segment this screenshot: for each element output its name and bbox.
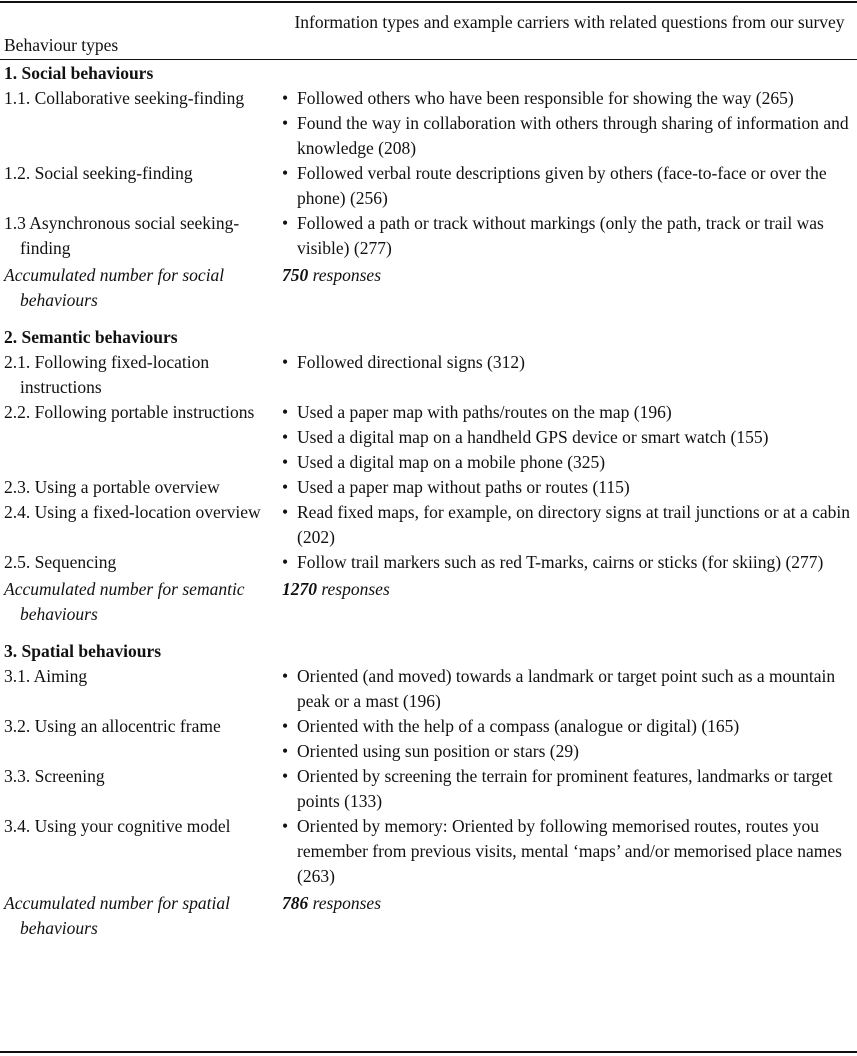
list-item: [282, 86, 857, 111]
bullet-icon: •: [282, 766, 289, 786]
list-item: [282, 550, 857, 575]
list-item-text: Oriented (and moved) towards a landmark or target point such as a mountain peak or a mast (196): [297, 666, 836, 711]
table-row: [0, 714, 857, 764]
behaviour-type-cell: [0, 764, 278, 789]
bullet-icon: •: [282, 741, 289, 761]
list-item-text: Followed a path or track without markings (only the path, track or trail was visible) (277): [297, 213, 824, 258]
accumulated-total-row: [0, 891, 857, 941]
bullet-icon: •: [282, 716, 289, 736]
bullet-icon: •: [282, 88, 289, 108]
accumulated-total-row: [0, 263, 857, 313]
behaviour-type-cell: [0, 664, 278, 689]
bullet-icon: •: [282, 163, 289, 183]
table-row: [0, 814, 857, 889]
table-row: [0, 500, 857, 550]
accumulated-total-value: 750: [282, 265, 309, 285]
behaviour-type-label: 1.2. Social seeking-finding: [4, 163, 193, 183]
list-item: [282, 211, 857, 261]
behaviour-type-cell: [0, 550, 278, 575]
list-item-text: Used a digital map on a mobile phone (325): [297, 452, 606, 472]
bullet-icon: •: [282, 452, 289, 472]
table-row: [0, 350, 857, 400]
accumulated-total-value: 786: [282, 893, 309, 913]
information-type-cell: [278, 86, 857, 161]
list-item-text: Oriented by screening the terrain for prominent features, landmarks or target points (133): [297, 766, 833, 811]
list-item: [282, 450, 857, 475]
behaviour-type-cell: [0, 814, 278, 839]
information-type-cell: [278, 400, 857, 475]
behaviour-type-label: 3.1. Aiming: [4, 666, 88, 686]
information-type-cell: [278, 350, 857, 375]
table-row: [0, 211, 857, 261]
bullet-icon: •: [282, 666, 289, 686]
section-title: 3. Spatial behaviours: [4, 641, 162, 661]
information-type-cell: [278, 814, 857, 889]
accumulated-total-label: Accumulated number for social behaviours: [4, 265, 225, 310]
bullet-icon: •: [282, 477, 289, 497]
behaviour-type-cell: [0, 161, 278, 186]
accumulated-total-unit: responses: [312, 265, 382, 285]
behaviour-type-label: 2.1. Following fixed-location instructions: [4, 352, 210, 397]
information-type-cell: [278, 664, 857, 714]
list-item: [282, 714, 857, 739]
information-type-cell: [278, 500, 857, 550]
bullet-icon: •: [282, 213, 289, 233]
table-row: [0, 550, 857, 575]
list-item-text: Found the way in collaboration with others through sharing of information and knowledge (208): [297, 113, 849, 158]
behaviour-type-label: 2.3. Using a portable overview: [4, 477, 220, 497]
behaviour-type-cell: [0, 350, 278, 400]
behaviour-type-cell: [0, 714, 278, 739]
behaviour-type-label: 2.2. Following portable instructions: [4, 402, 255, 422]
behaviour-type-cell: [0, 86, 278, 111]
list-item: [282, 814, 857, 889]
bullet-icon: •: [282, 427, 289, 447]
accumulated-total-value-cell: [278, 577, 857, 602]
table-header-rule: [0, 59, 857, 60]
table-row: [0, 86, 857, 161]
behaviour-type-cell: [0, 400, 278, 425]
information-type-cell: [278, 550, 857, 575]
list-item: [282, 425, 857, 450]
behaviour-type-cell: [0, 500, 278, 525]
table-row: [0, 475, 857, 500]
list-item-text: Used a digital map on a handheld GPS device or smart watch (155): [297, 427, 769, 447]
bullet-icon: •: [282, 113, 289, 133]
table-body: [0, 61, 857, 941]
information-type-cell: [278, 475, 857, 500]
list-item: [282, 500, 857, 550]
column-header-information-types: Information types and example carriers with related questions from our survey: [294, 12, 845, 32]
table-row: [0, 400, 857, 475]
behaviour-type-label: 2.4. Using a fixed-location overview: [4, 502, 261, 522]
behaviour-type-label: 2.5. Sequencing: [4, 552, 117, 572]
list-item: [282, 161, 857, 211]
list-item-text: Used a paper map without paths or routes (115): [297, 477, 630, 497]
list-item-text: Followed verbal route descriptions given by others (face-to-face or over the phone) (256): [297, 163, 827, 208]
table-top-rule: [0, 1, 857, 3]
list-item: [282, 475, 857, 500]
list-item: [282, 111, 857, 161]
list-item-text: Oriented with the help of a compass (analogue or digital) (165): [297, 716, 740, 736]
accumulated-total-unit: responses: [321, 579, 390, 599]
list-item: [282, 664, 857, 714]
accumulated-total-row: [0, 577, 857, 627]
accumulated-total-label-cell: [0, 577, 278, 627]
table-row: [0, 161, 857, 211]
accumulated-total-label-cell: [0, 263, 278, 313]
behaviour-type-label: 3.4. Using your cognitive model: [4, 816, 231, 836]
information-type-cell: [278, 764, 857, 814]
list-item: [282, 739, 857, 764]
behaviour-type-label: 1.1. Collaborative seeking-finding: [4, 88, 245, 108]
information-type-cell: [278, 161, 857, 211]
accumulated-total-value-cell: [278, 891, 857, 916]
bullet-icon: •: [282, 402, 289, 422]
list-item-text: Follow trail markers such as red T-marks, cairns or sticks (for skiing) (277): [297, 552, 824, 572]
list-item-text: Used a paper map with paths/routes on the map (196): [297, 402, 672, 422]
column-header-behaviour-types: Behaviour types: [4, 35, 119, 55]
accumulated-total-value-cell: [278, 263, 857, 288]
list-item: [282, 400, 857, 425]
behaviour-type-cell: [0, 211, 278, 261]
list-item-text: Followed others who have been responsible for showing the way (265): [297, 88, 794, 108]
accumulated-total-label: Accumulated number for semantic behaviours: [4, 579, 245, 624]
table-row: [0, 664, 857, 714]
list-item: [282, 764, 857, 814]
information-type-cell: [278, 714, 857, 764]
accumulated-total-value: 1270: [282, 579, 317, 599]
accumulated-total-label: Accumulated number for spatial behaviours: [4, 893, 231, 938]
bullet-icon: •: [282, 502, 289, 522]
bullet-icon: •: [282, 552, 289, 572]
behaviour-type-label: 3.3. Screening: [4, 766, 105, 786]
list-item-text: Oriented by memory: Oriented by following memorised routes, routes you remember from previous visits, mental ‘maps’ and/or memorised place names (263): [297, 816, 842, 886]
bullet-icon: •: [282, 816, 289, 836]
list-item: [282, 350, 857, 375]
bullet-icon: •: [282, 352, 289, 372]
section-title: 2. Semantic behaviours: [4, 327, 178, 347]
information-type-cell: [278, 211, 857, 261]
list-item-text: Read fixed maps, for example, on directory signs at trail junctions or at a cabin (202): [297, 502, 851, 547]
table-bottom-rule: [0, 1051, 857, 1053]
list-item-text: Followed directional signs (312): [297, 352, 525, 372]
table-row: [0, 764, 857, 814]
accumulated-total-label-cell: [0, 891, 278, 941]
section-title: 1. Social behaviours: [4, 63, 154, 83]
list-item-text: Oriented using sun position or stars (29): [297, 741, 579, 761]
behaviour-type-label: 1.3 Asynchronous social seeking-finding: [4, 213, 240, 258]
behaviour-type-label: 3.2. Using an allocentric frame: [4, 716, 221, 736]
behaviour-type-cell: [0, 475, 278, 500]
accumulated-total-unit: responses: [312, 893, 382, 913]
